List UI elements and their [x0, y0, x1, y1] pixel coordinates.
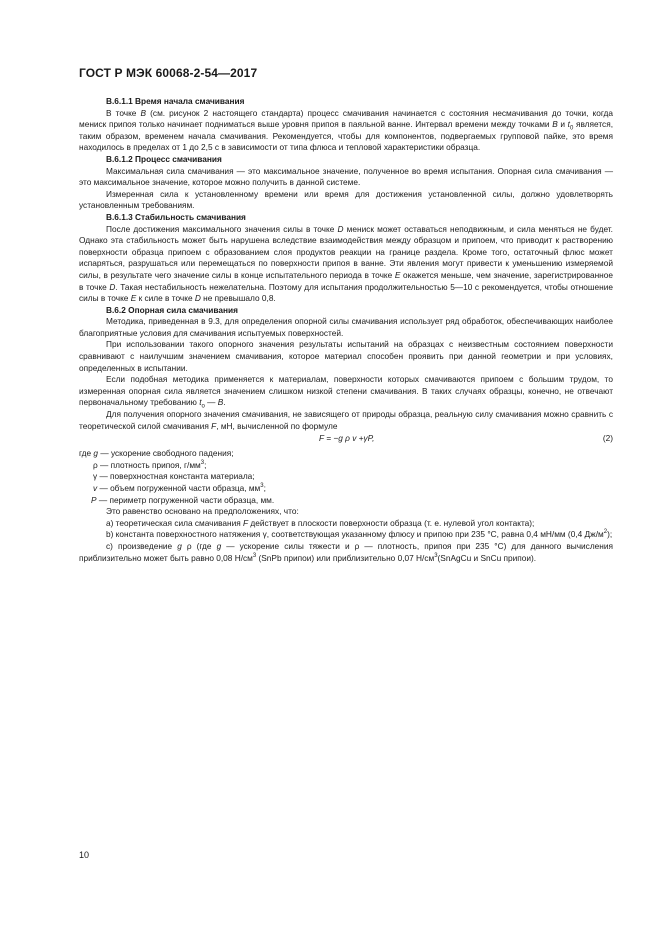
- document-body: [79, 96, 613, 564]
- list-item: а) теоретическая сила смачивания F действует в плоскости поверхности образца (т. е. нулевой угол контакта);: [106, 517, 535, 528]
- paragraph: После достижения максимального значения силы в точке D мениск может оставаться неподвижным, и сила меняться не будет. Однако эта стабильность может быть нарушена вследствие взаимодействия между образцом и припоем, что приводит к растворению поверхности образца припоем с образованием слоя продуктов реакции на границе раздела. Кроме того, остаточный флюс может испаряться, разрушаться или перемещаться по поверхности припоя в ванне. Эти явления могут привести к уменьшению измеряемой силы, в результате чего значение силы в конце испытательного периода в точке E окажется меньше, чем значение, зарегистрированное в точке D. Такая нестабильность нежелательна. Поэтому для испытания продолжительностью 5—10 с рекомендуется, чтобы отношение силы в точке E к силе в точке D не превышало 0,8.: [79, 223, 613, 304]
- definitions-list: [79, 448, 613, 506]
- paragraph: Для получения опорного значения смачивания, не зависящего от природы образца, реальную силу смачивания можно сравнить с теоретической силой смачивания F, мН, вычисленной по формуле: [79, 409, 613, 431]
- equation-number: (2): [602, 433, 613, 444]
- equation: [79, 433, 613, 445]
- definition-item: ρ — плотность припоя, $г/мм^3$;: [93, 459, 207, 470]
- section-heading: В.6.1.2 Процесс смачивания: [106, 153, 222, 164]
- definition-item: v — объем погруженной части образца, $мм^3$;: [93, 483, 266, 493]
- section-heading: В.6.1.3 Стабильность смачивания: [106, 211, 246, 222]
- document-header: ГОСТ Р МЭК 60068-2-54—2017: [79, 66, 258, 80]
- paragraph: В точке B (см. рисунок 2 настоящего стандарта) процесс смачивания начинается с состояния несмачивания до точки, когда мениск припоя только начинает подниматься выше уровня припоя в паяльной ванне. Интервал времени между точками B и $t_0$ является, таким образом, временем начала смачивания. Рекомендуется, чтобы для компонентов, подвергаемых групповой пайке, это время находилось в пределах от 1 до 2,5 с в зависимости от типа флюса и тепловой характеристики образца.: [79, 107, 614, 153]
- definition-item: γ — поверхностная константа материала;: [93, 471, 255, 482]
- list-item: с) произведение g ρ (где g — ускорение силы тяжести и ρ — плотность, припоя при 235 °С) для данного вычисления приблизительно может быть равно 0,08 $Н/см^3$ (SnPb припои) или приблизительно 0,07 $Н/см^3(SnAgCu$ и SnCu припои).: [79, 540, 613, 563]
- page-number: 10: [79, 850, 90, 860]
- definition-item: где g — ускорение свободного падения;: [79, 448, 234, 459]
- paragraph: Это равенство основано на предположениях, что:: [106, 506, 299, 517]
- paragraph: Измеренная сила к установленному времени или время для достижения установленной силы, должно удовлетворять установленным требованиям.: [79, 188, 613, 211]
- paragraph: При использовании такого опорного значения результаты испытаний на образцах с неизвестным состоянием поверхности сравнивают с наилучшим значением смачивания, которое материал способен проявить при данной геометрии и при условиях, определенных в испытании.: [79, 339, 613, 373]
- paragraph: Методика, приведенная в 9.3, для определения опорной силы смачивания использует ряд обработок, обеспечивающих наиболее благоприятные условия для смачивания испытуемых поверхностей.: [79, 316, 613, 338]
- list-item: b) константа поверхностного натяжения γ, соответствующая указанному флюсу и припою при 235 °С, равна 0,4 мН/мм (0,4 $Дж/м^2$);: [106, 529, 613, 540]
- section-heading: В.6.1.1 Время начала смачивания: [106, 96, 245, 106]
- paragraph: Максимальная сила смачивания — это максимальное значение, полученное во время испытания. Опорная сила смачивания — это максимальное значение, которое можно получить в данной системе.: [79, 165, 613, 188]
- equation-formula: F = −g ρ v +γP,: [319, 433, 375, 444]
- section-heading: В.6.2 Опорная сила смачивания: [106, 304, 238, 315]
- paragraph: Если подобная методика применяется к материалам, поверхности которых смачиваются припоем с большим трудом, то измеренная опорная сила является значением слишком низкой степени смачивания. В таких случаях образцы, конечно, не отвечают первоначальному требованию $t_o$ — B.: [79, 374, 613, 411]
- definition-item: P — периметр погруженной части образца, мм.: [91, 494, 275, 505]
